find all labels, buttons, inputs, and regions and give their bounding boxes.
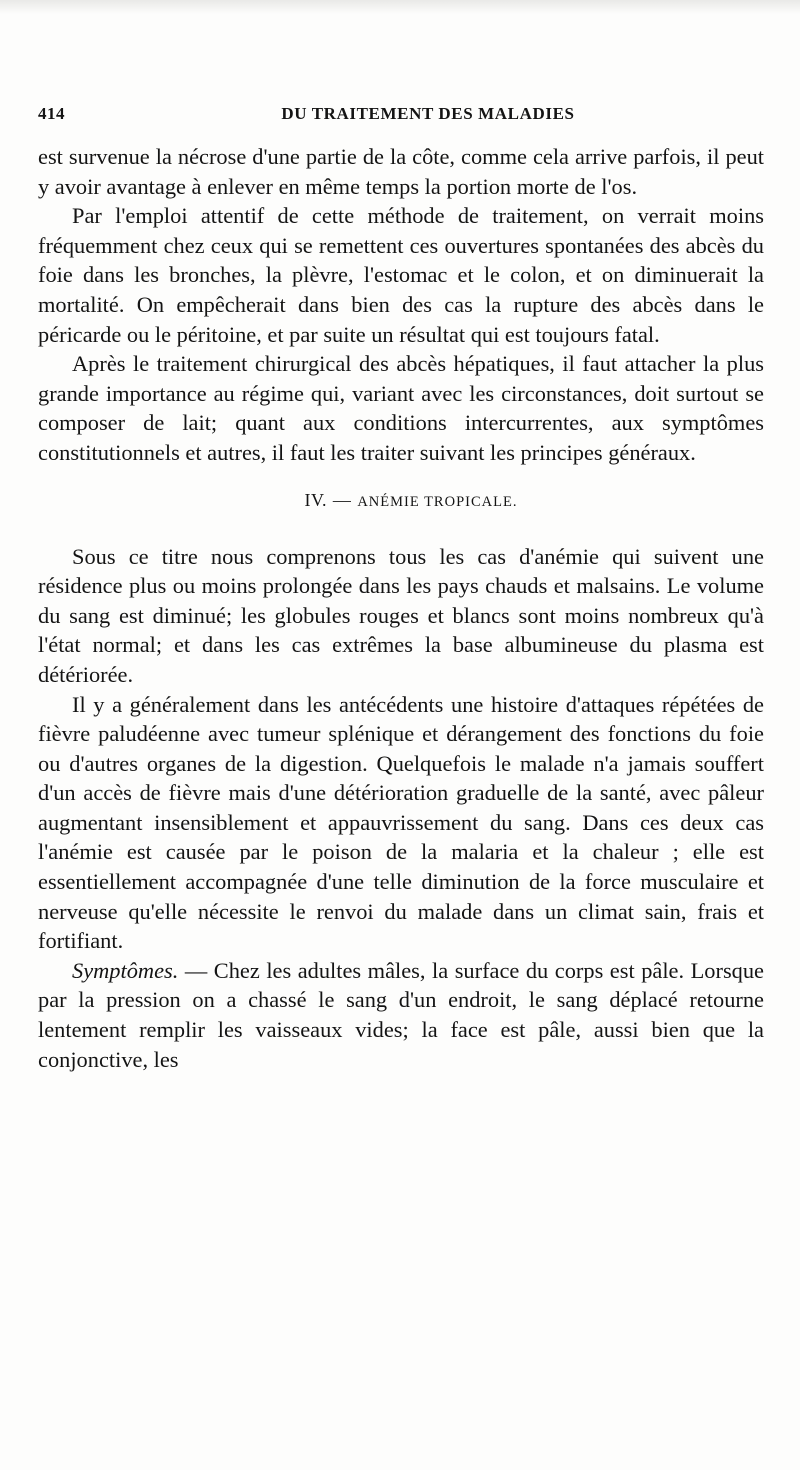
- section-dash: —: [332, 489, 352, 510]
- page-header: [38, 104, 760, 128]
- paragraph-anemia-definition: Sous ce titre nous comprenons tous les cas d'anémie qui suivent une résidence plus ou moins prolongée dans les pays chauds et malsains. Le volume du sang est diminué; les globules rouges et blancs sont moins nombreux qu'à l'état normal; et dans les cas extrêmes la base albumineuse du plasma est détériorée.: [38, 543, 764, 687]
- symptoms-text: Chez les adultes mâles, la surface du corps est pâle. Lorsque par la pression on a chassé le sang d'un endroit, le sang déplacé retourne lentement remplir les vaisseaux vides; la face est pâle, aussi bien que la conjonctive, les: [38, 957, 764, 1072]
- paragraph-continuation: est survenue la nécrose d'une partie de la côte, comme cela arrive parfois, il peut y avoir avantage à enlever en même temps la portion morte de l'os.: [38, 144, 764, 199]
- symptoms-label: Symptômes.: [72, 957, 179, 983]
- section-heading: [38, 468, 764, 542]
- paragraph-symptoms: [38, 956, 764, 1074]
- section-title: ANÉMIE TROPICALE.: [357, 493, 518, 510]
- section-numeral: IV.: [304, 489, 327, 510]
- paragraph-regime: Après le traitement chirurgical des abcès hépatiques, il faut attacher la plus grande importance au régime qui, variant avec les circonstances, doit surtout se composer de lait; quant aux conditions intercurrentes, aux symptômes constitutionnels et autres, il faut les traiter suivant les principes généraux.: [38, 351, 764, 465]
- body-text: [38, 142, 764, 1074]
- paragraph-anemia-history: Il y a généralement dans les antécédents une histoire d'attaques répétées de fièvre paludéenne avec tumeur splénique et dérangement des fonctions du foie ou d'autres organes de la digestion. Quelquefois le malade n'a jamais souffert d'un accès de fièvre mais d'une détérioration graduelle de la santé, avec pâleur augmentant insensiblement et appauvrissement du sang. Dans ces deux cas l'anémie est causée par le poison de la malaria et la chaleur ; elle est essentiellement accompagnée d'une telle diminution de la force musculaire et nerveuse qu'elle nécessite le renvoi du malade dans un climat sain, frais et fortifiant.: [38, 691, 764, 954]
- running-title: DU TRAITEMENT DES MALADIES: [281, 104, 575, 123]
- symptoms-dash: —: [184, 957, 208, 983]
- page-number: 414: [38, 104, 65, 123]
- page-edge-shadow: [0, 0, 800, 14]
- paragraph-treatment-method: Par l'emploi attentif de cette méthode de traitement, on verrait moins fréquemment chez ceux qui se remettent ces ouvertures spontanées des abcès du foie dans les bronches, la plèvre, l'estomac et le colon, et on diminuerait la mortalité. On empêcherait dans bien des cas la rupture des abcès dans le péricarde ou le péritoine, et par suite un résultat qui est toujours fatal.: [38, 203, 764, 347]
